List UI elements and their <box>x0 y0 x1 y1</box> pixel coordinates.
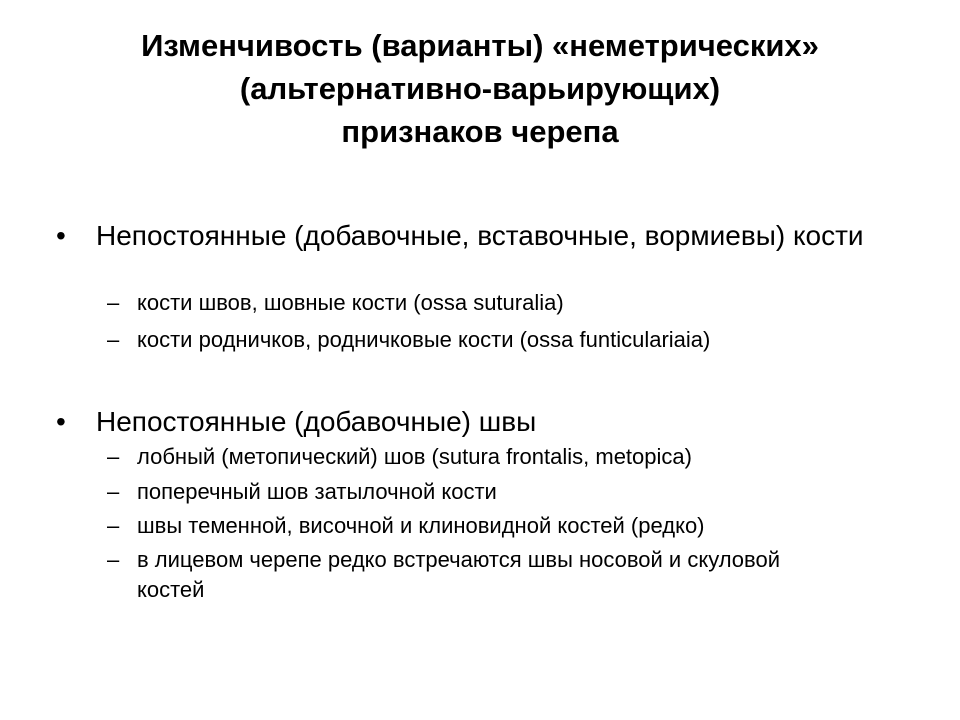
sub-item-text: поперечный шов затылочной кости <box>137 479 497 504</box>
dash-marker: – <box>107 513 120 538</box>
sub-item <box>107 325 827 355</box>
bullet-marker: • <box>56 406 66 437</box>
dash-marker: – <box>107 444 120 469</box>
bullet-marker: • <box>56 220 66 251</box>
bullet-heading: Непостоянные (добавочные, вставочные, вормиевы) кости <box>96 220 864 251</box>
sub-item-text: кости родничков, родничковые кости (ossa funticulariaia) <box>137 327 711 352</box>
dash-marker: – <box>107 290 120 315</box>
sub-item <box>107 288 827 318</box>
sub-item-text: лобный (метопический) шов (sutura frontalis, metopica) <box>137 444 692 469</box>
sub-item-text: кости швов, шовные кости (ossa suturalia) <box>137 290 564 315</box>
dash-marker: – <box>107 479 120 504</box>
bullet-item <box>56 405 896 441</box>
dash-marker: – <box>107 547 120 572</box>
sub-item <box>107 511 827 541</box>
title-line-1: Изменчивость (варианты) «неметрических» <box>141 28 819 63</box>
bullet-heading: Непостоянные (добавочные) швы <box>96 406 537 437</box>
sub-item <box>107 545 827 605</box>
title-line-3: признаков черепа <box>341 114 619 149</box>
sub-item <box>107 442 827 472</box>
sub-item-text: швы теменной, височной и клиновидной костей (редко) <box>137 513 705 538</box>
title-line-2: (альтернативно-варьирующих) <box>239 71 721 106</box>
bullet-item <box>56 219 896 289</box>
sub-item <box>107 477 827 507</box>
sub-item-text: в лицевом черепе редко встречаются швы носовой и скуловой костей <box>137 547 781 602</box>
dash-marker: – <box>107 327 120 352</box>
